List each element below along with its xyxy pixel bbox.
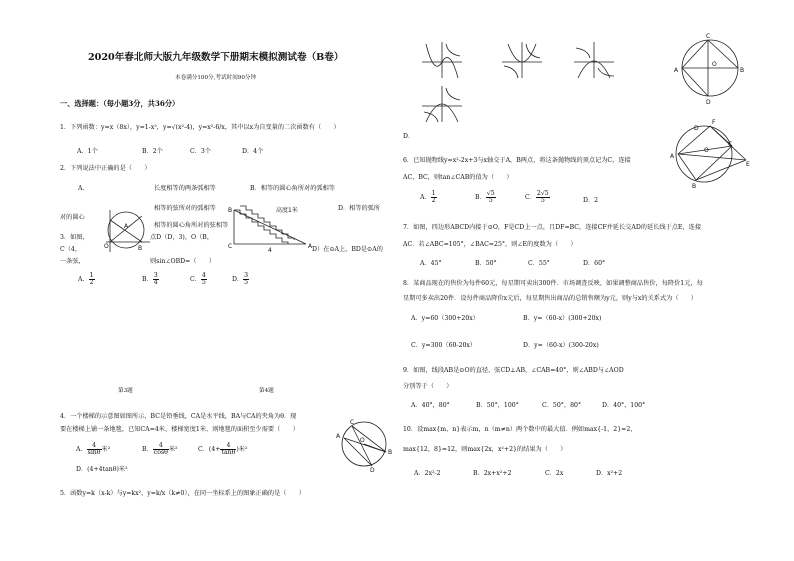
q3-stem-d: 一条弦，	[60, 258, 85, 265]
q4-option-c: C．(4+ $\frac{4}{\tan\theta}$ )米²	[198, 442, 248, 457]
q5-graph-a	[420, 40, 464, 80]
q3-label-o: O	[104, 243, 109, 250]
q7-label-o: O	[704, 147, 709, 154]
question-8-stem-2: 星期可多卖出20件．设每件商品降价x元后，每星期售出商品的总销售额为y元，则y与x的关系式为（ ）	[403, 295, 698, 302]
q7-label-e: E	[746, 161, 750, 168]
q1-option-b: B．2个	[142, 148, 163, 155]
figure-caption-3: 第3题	[118, 388, 133, 394]
q4-option-a: A． $\frac{4}{\sin\theta}$ 米²	[76, 442, 111, 457]
top-circle-label-c: C	[706, 33, 711, 40]
q6-option-a: A． $\frac{1}{2}$	[420, 190, 436, 205]
q9-option-b: B．50°，100°	[476, 402, 519, 409]
q3-option-c: C． $\frac{4}{5}$	[190, 272, 206, 287]
q9-label-d: D	[370, 467, 375, 474]
q3-stem-e: D）在⊙A上，BD是⊙A的	[312, 246, 383, 253]
q8-option-c: C．y=300（60-20x）	[411, 342, 477, 349]
q7-circle-figure	[668, 118, 752, 190]
question-4-stem-1: 4．一个楼梯的示意图如图所示，BC是铅垂线，CA是水平线，BA与CA的夹角为θ．现	[60, 413, 297, 420]
question-9-stem-1: 9．如图，线段AB是⊙O的直径，弦CD⊥AB，∠CAB=40°，则∠ABD与∠AOD	[403, 367, 624, 374]
top-circle-label-b: B	[740, 67, 745, 74]
q9-label-c: C	[350, 419, 355, 426]
q4-staircase-figure	[228, 204, 320, 254]
q3-stem-f: 则sin∠OBD=（ ）	[150, 258, 216, 265]
q3-label-a: A	[124, 223, 129, 230]
q9-option-c: C．50°，80°	[542, 402, 582, 409]
q4-label-base: 4	[268, 247, 272, 254]
q8-option-d: D．y=（60-x）(300-20x)	[523, 342, 599, 349]
q5-graph-b	[500, 40, 544, 80]
q6-option-c: C． $\frac{2√5}{5}$	[525, 190, 549, 205]
q9-label-o: O	[360, 437, 365, 444]
q10-option-c: C．2x	[545, 470, 564, 477]
q3-option-a: A． $\frac{1}{2}$	[78, 272, 94, 287]
q5-graph-d	[420, 84, 464, 124]
q8-option-b: B．y=（60-x）(300+20x)	[523, 315, 602, 322]
q2-line3-right: 相等的圆心角所对的弦相等	[154, 222, 229, 229]
q10-option-d: D．x²+2	[596, 470, 623, 477]
top-circle-label-d: D	[706, 99, 711, 106]
question-6-stem-2: AC、BC，则tan∠CAB的值为（ ）	[403, 174, 513, 181]
q3-label-b: B	[138, 245, 143, 252]
q2-line3-left: 对的圆心	[60, 214, 85, 221]
question-10-stem-1: 10．设max{m，n}表示m，n（m≠n）两个数中的最大值．例如max{-1，2}=2，	[403, 426, 637, 433]
top-circle-label-o: O	[712, 61, 717, 68]
question-7-stem-1: 7．如图，四边形ABCD内接于⊙O，F是CD上一点，且DF=BC，连接CF并延长交AD的延长线于点E，连接	[403, 224, 702, 231]
q3-circle-figure	[102, 206, 152, 258]
question-2-stem: 2．下列说法中正确的是（ ）	[60, 165, 151, 172]
q4-label-c: C	[228, 243, 233, 250]
q7-label-a: A	[670, 153, 675, 160]
q8-option-a: A．y=60（300+20x）	[411, 315, 479, 322]
q10-option-a: A．2x²-2	[414, 470, 441, 477]
q9-label-b: B	[388, 449, 393, 456]
q7-option-d: D．60°	[583, 260, 606, 267]
page-title: 2020年春北师大版九年级数学下册期末模拟测试卷（B卷）	[88, 52, 344, 63]
q7-label-c: C	[728, 141, 733, 148]
q9-label-a: A	[336, 433, 341, 440]
q3-stem-c: C（4，	[60, 246, 82, 253]
q7-option-c: C．55°	[528, 260, 550, 267]
question-9-stem-2: 分别等于（ ）	[403, 383, 453, 390]
q7-option-b: B．50°	[475, 260, 497, 267]
figure-caption-4: 第4题	[259, 388, 274, 394]
q2-option-c: 相等的弦所对的弧相等	[154, 205, 216, 212]
top-right-circle-figure	[672, 34, 748, 104]
q2-option-b: B．相等的圆心角所对的弧相等	[250, 185, 335, 192]
q7-label-d: D	[694, 125, 699, 132]
q3-option-b: B． $\frac{3}{4}$	[142, 272, 158, 287]
question-4-stem-2: 要在楼梯上铺一条地毯，已知CA=4米，楼梯宽度1米，则地毯的面积至少需要（ ）	[60, 426, 299, 433]
q4-label-height: 高度1米	[276, 207, 298, 214]
q4-option-d: D．(4+4tanθ)米²	[76, 466, 128, 473]
q9-option-a: A．40°，80°	[411, 402, 450, 409]
question-6-stem-1: 6．已知抛物线y=x²-2x+3与x轴交于A，B两点，将这条抛物线的顶点记为C，连接	[403, 157, 631, 164]
q5-graph-c	[572, 40, 616, 80]
page-subtitle: 本卷满分100分,考试时间90分钟	[175, 75, 257, 81]
q2-option-d: D．相等的弧所	[338, 205, 381, 212]
q3-stem-b: 点D（D，3)，O（B，	[150, 234, 214, 241]
q5-option-d-label: D．	[403, 133, 415, 140]
top-circle-label-a: A	[674, 67, 679, 74]
q7-label-b: B	[692, 183, 697, 190]
q4-option-b: B． $\frac{4}{\cos\theta}$ 米²	[142, 442, 178, 457]
q9-option-d: D．40°，100°	[602, 402, 646, 409]
section-heading: 一、选择题：（每小题3分，共36分）	[60, 99, 180, 108]
q6-option-b: B． $\frac{√5}{5}$	[475, 190, 495, 205]
question-5-stem: 5．函数y=k（x-k）与y=kx²，y=k/x（k≠0），在同一坐标系上的图象正确的是（ ）	[60, 490, 306, 497]
q6-option-d: D．2	[583, 197, 599, 204]
q3-option-d: D． $\frac{3}{5}$	[232, 272, 249, 287]
q10-option-b: B．2x+x²+2	[473, 470, 512, 477]
q3-stem-a: 3．如图，	[60, 234, 89, 241]
q9-circle-figure	[334, 418, 396, 472]
question-1-stem: 1．下列函数：y=x（8x），y=1-x²，y=√(x²-4)，y=x²-6/x，其中以x为自变量的二次函数有（ ）	[60, 124, 340, 131]
q4-label-b: B	[228, 207, 233, 214]
question-10-stem-2: max{12，8}=12，则max{2x，x²+2}的结果为（ ）	[403, 446, 567, 453]
question-8-stem-1: 8．某商品现在的售价为每件60元，每星期可卖出300件．市场调查反映，如果调整商品售价，每降价1元，每	[403, 280, 703, 287]
q2-option-a: 长度相等的两条弧相等	[154, 185, 216, 192]
question-7-stem-2: AC．若∠ABC=105°，∠BAC=25°，则∠E的度数为（ ）	[403, 241, 577, 248]
q1-option-c: C．3个	[190, 148, 212, 155]
q7-option-a: A．45°	[420, 260, 442, 267]
q2-option-a-label: A．	[78, 185, 89, 192]
q7-label-f: F	[712, 119, 716, 126]
q1-option-a: A．1个	[77, 148, 98, 155]
q1-option-d: D．4个	[242, 148, 264, 155]
q4-label-a: A	[308, 243, 313, 250]
